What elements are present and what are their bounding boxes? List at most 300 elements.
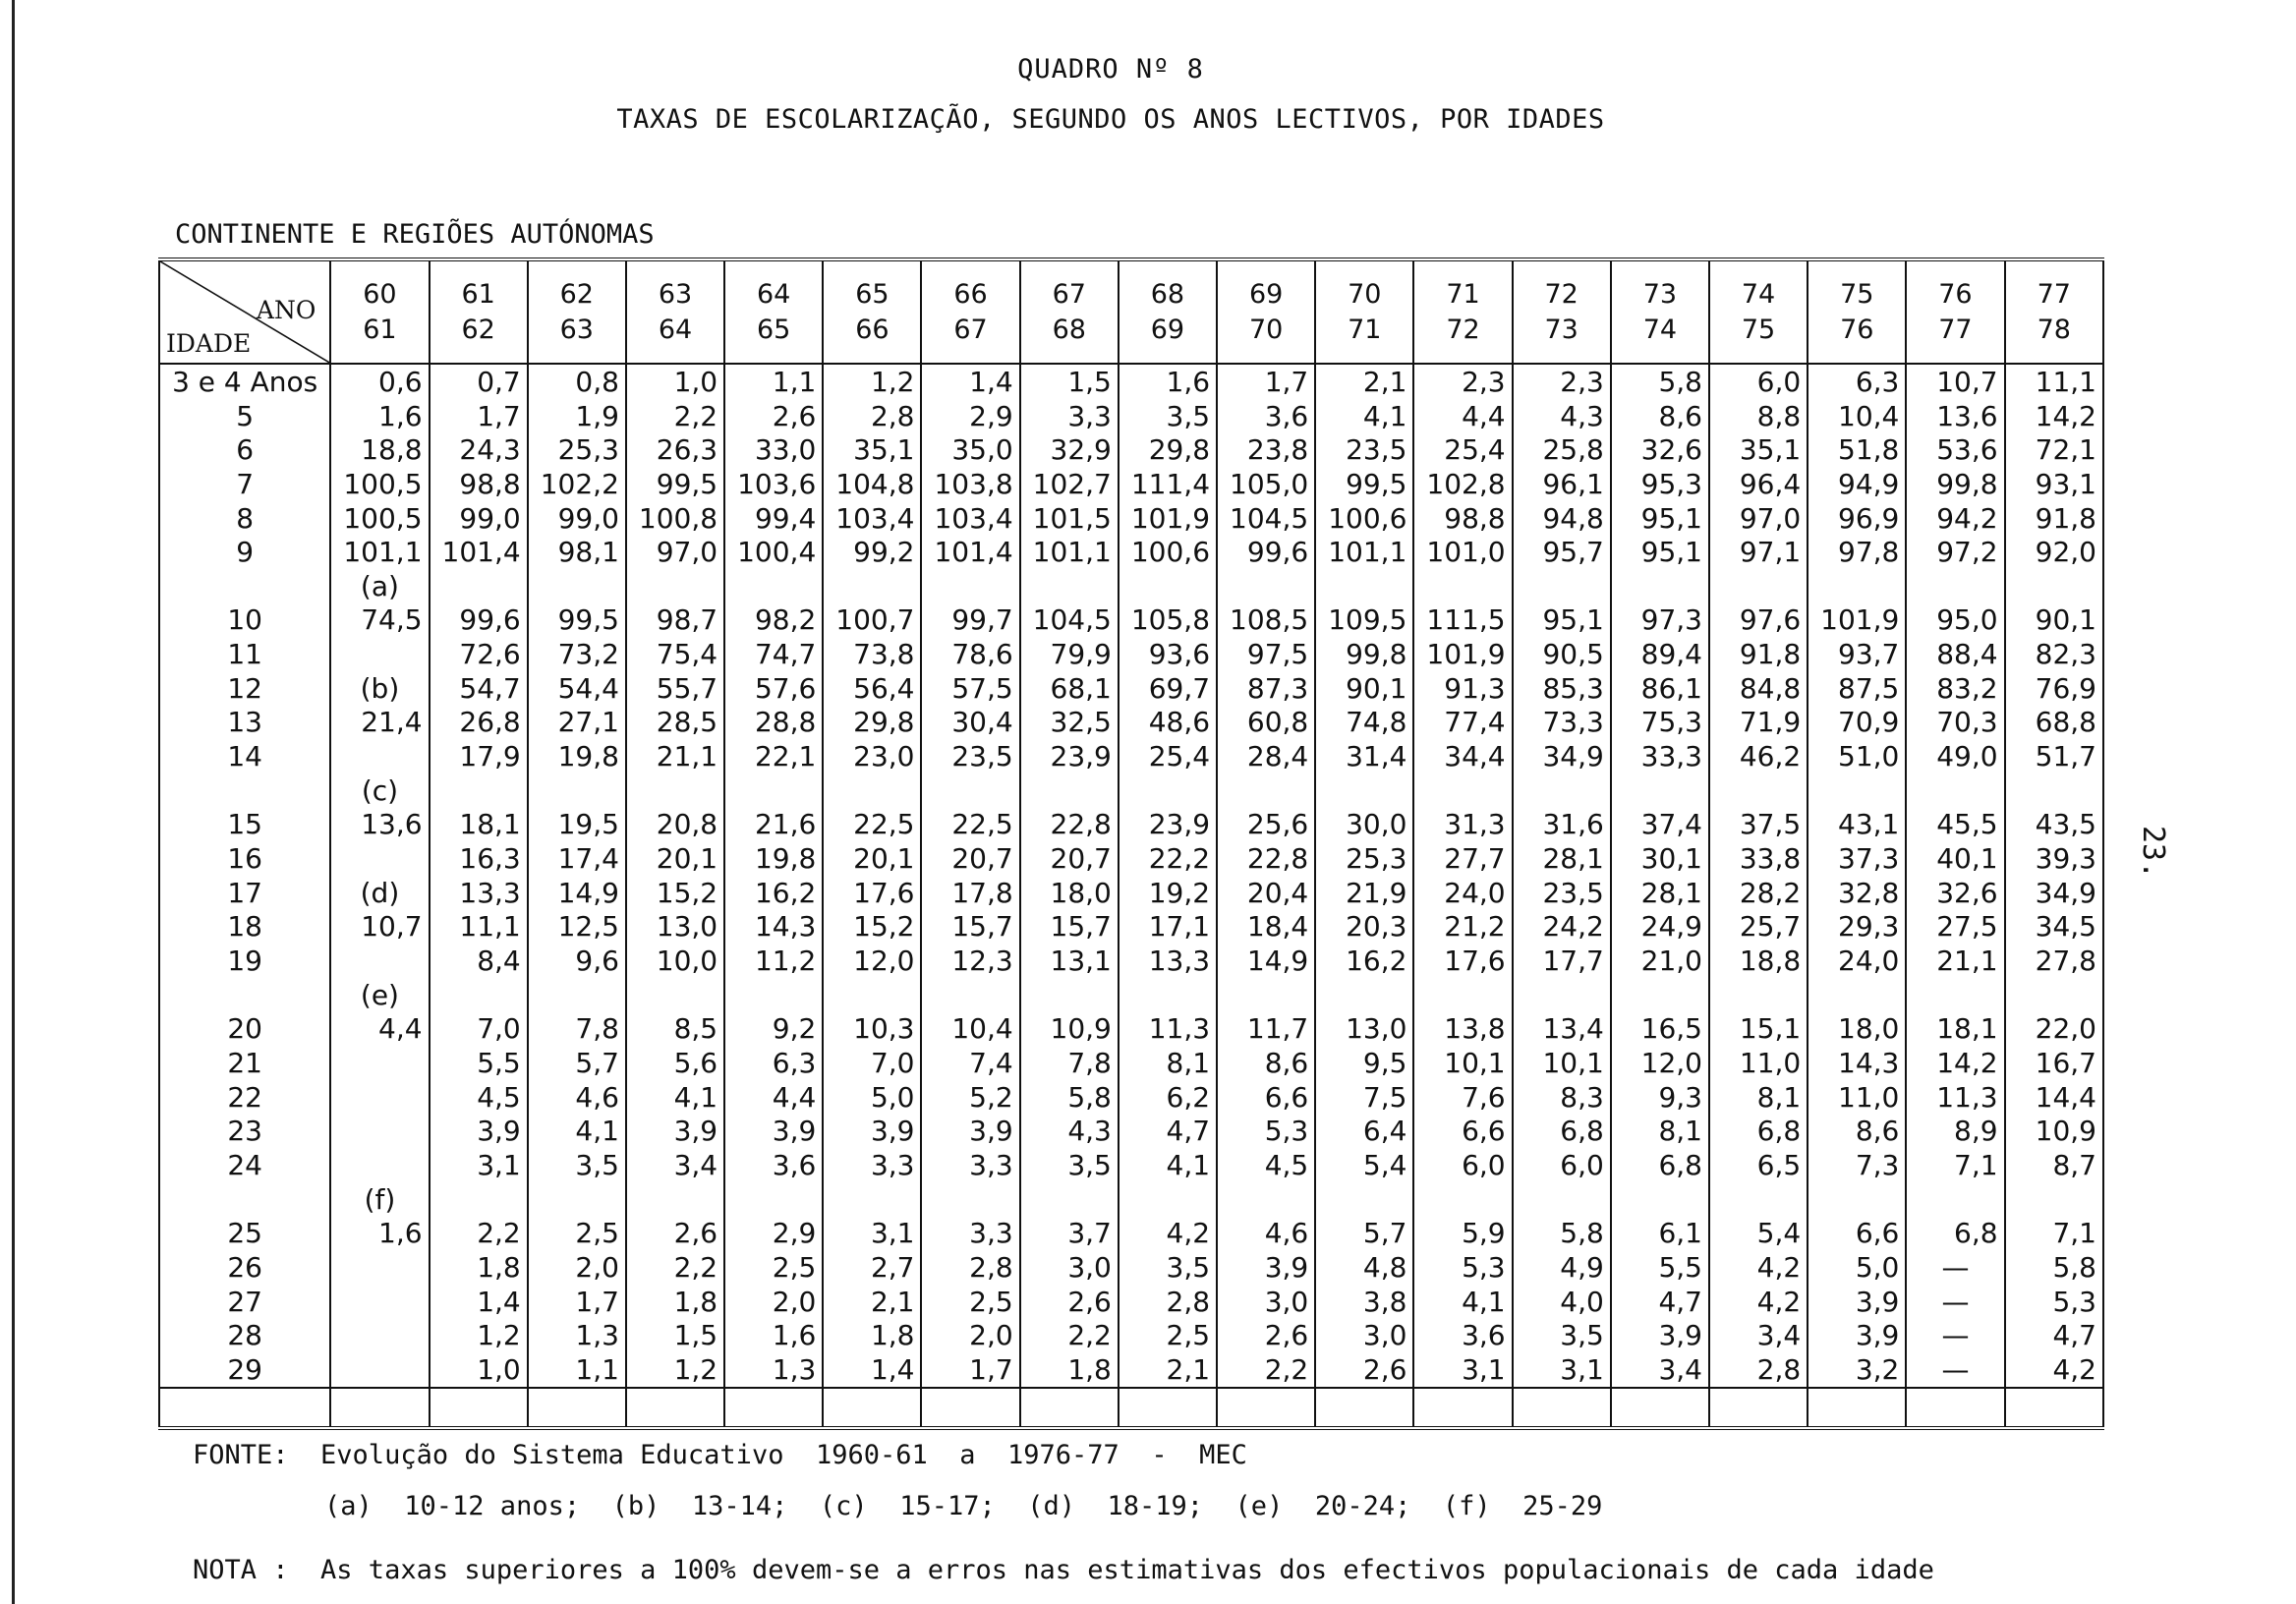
value-cell: 20,1 (626, 841, 724, 876)
year-start: 76 (1938, 278, 1973, 310)
value-cell: 34,4 (1413, 739, 1512, 773)
empty-cell (430, 1388, 528, 1428)
value-cell: 90,5 (1513, 637, 1611, 671)
value-cell: 92,0 (2005, 535, 2103, 569)
value-cell: 23,9 (1119, 808, 1217, 842)
value-cell: 2,8 (823, 399, 921, 433)
value-cell: 12,5 (528, 910, 626, 945)
value-cell: 23,5 (1513, 876, 1611, 910)
value-cell: 34,5 (2005, 910, 2103, 945)
value-cell: 13,1 (1020, 944, 1119, 978)
value-cell (626, 1182, 724, 1217)
value-cell: 60,8 (1217, 706, 1315, 740)
value-cell (330, 1285, 429, 1319)
year-start: 62 (559, 278, 594, 310)
value-cell (1217, 1182, 1315, 1217)
value-cell: 5,3 (1413, 1250, 1512, 1285)
value-cell: 31,3 (1413, 808, 1512, 842)
value-cell: 3,6 (724, 1148, 823, 1182)
value-cell: 3,5 (1119, 1250, 1217, 1285)
value-cell: 3,5 (1513, 1318, 1611, 1352)
value-cell: 2,7 (823, 1250, 921, 1285)
age-cell: 11 (159, 637, 330, 671)
value-cell: 20,1 (823, 841, 921, 876)
value-cell: 3,0 (1020, 1250, 1119, 1285)
value-cell: 98,1 (528, 535, 626, 569)
year-header-cell (724, 259, 823, 364)
value-cell: 83,2 (1906, 671, 2004, 706)
value-cell: 18,1 (1906, 1012, 2004, 1047)
value-cell: 105,8 (1119, 603, 1217, 638)
value-cell (1413, 569, 1512, 603)
value-cell: 6,0 (1413, 1148, 1512, 1182)
value-cell: 6,5 (1709, 1148, 1808, 1182)
value-cell (1315, 1182, 1413, 1217)
value-cell: 8,1 (1611, 1114, 1709, 1148)
value-cell: 25,4 (1119, 739, 1217, 773)
value-cell: 0,6 (330, 364, 429, 399)
table-row (159, 671, 2103, 706)
value-cell: 5,8 (1020, 1080, 1119, 1115)
empty-cell (159, 1388, 330, 1428)
value-cell: 9,2 (724, 1012, 823, 1047)
value-cell: 7,8 (1020, 1046, 1119, 1080)
year-end: 78 (2037, 314, 2071, 345)
value-cell: 111,5 (1413, 603, 1512, 638)
value-cell: 4,7 (1119, 1114, 1217, 1148)
value-cell: 7,5 (1315, 1080, 1413, 1115)
corner-label-age: IDADE (166, 329, 252, 358)
value-cell: 4,8 (1315, 1250, 1413, 1285)
value-cell: 3,6 (1217, 399, 1315, 433)
value-cell: 95,3 (1611, 467, 1709, 501)
table-row (159, 399, 2103, 433)
value-cell: 98,8 (430, 467, 528, 501)
value-cell: 54,7 (430, 671, 528, 706)
value-cell: 99,0 (430, 501, 528, 536)
value-cell: 102,8 (1413, 467, 1512, 501)
value-cell: 4,3 (1513, 399, 1611, 433)
value-cell: 10,9 (2005, 1114, 2103, 1148)
value-cell: 11,3 (1119, 1012, 1217, 1047)
value-cell: 13,8 (1413, 1012, 1512, 1047)
table-header-row (159, 259, 2103, 364)
value-cell (1808, 1182, 1906, 1217)
year-start: 77 (2037, 278, 2071, 310)
value-cell: 100,5 (330, 467, 429, 501)
value-cell: 19,5 (528, 808, 626, 842)
age-cell: 28 (159, 1318, 330, 1352)
value-cell: 75,4 (626, 637, 724, 671)
value-cell: 1,8 (626, 1285, 724, 1319)
value-cell: 2,5 (1119, 1318, 1217, 1352)
value-cell: 5,8 (1513, 1216, 1611, 1250)
year-end: 71 (1348, 314, 1382, 345)
value-cell: 34,9 (2005, 876, 2103, 910)
value-cell (1513, 978, 1611, 1012)
value-cell: 99,2 (823, 535, 921, 569)
value-cell: 25,7 (1709, 910, 1808, 945)
value-cell: 3,1 (430, 1148, 528, 1182)
year-header-cell (1020, 259, 1119, 364)
table-title: QUADRO Nº 8 (1017, 54, 1204, 85)
age-cell (159, 773, 330, 808)
value-cell: 10,4 (1808, 399, 1906, 433)
value-cell: 1,6 (1119, 364, 1217, 399)
source-note: FONTE: Evolução do Sistema Educativo 1960-61 a 1976-77 - MEC (193, 1440, 1247, 1470)
value-cell (430, 569, 528, 603)
value-cell: 57,5 (921, 671, 1019, 706)
value-cell: 99,8 (1906, 467, 2004, 501)
value-cell: 103,4 (823, 501, 921, 536)
value-cell (626, 773, 724, 808)
value-cell (724, 773, 823, 808)
value-cell: 48,6 (1119, 706, 1217, 740)
value-cell: 103,4 (921, 501, 1019, 536)
value-cell (921, 569, 1019, 603)
value-cell: 17,1 (1119, 910, 1217, 945)
value-cell: 1,8 (823, 1318, 921, 1352)
value-cell: 5,8 (2005, 1250, 2103, 1285)
table-row (159, 603, 2103, 638)
value-cell: 17,7 (1513, 944, 1611, 978)
value-cell: 3,3 (921, 1148, 1019, 1182)
value-cell: 6,0 (1513, 1148, 1611, 1182)
value-cell (330, 637, 429, 671)
value-cell: 20,7 (1020, 841, 1119, 876)
value-cell: 46,2 (1709, 739, 1808, 773)
value-cell: 19,8 (528, 739, 626, 773)
value-cell (1906, 569, 2004, 603)
value-cell: 23,5 (921, 739, 1019, 773)
value-cell: 14,2 (2005, 399, 2103, 433)
year-end: 67 (953, 314, 988, 345)
year-start: 65 (855, 278, 890, 310)
value-cell: 104,8 (823, 467, 921, 501)
value-cell: 17,8 (921, 876, 1019, 910)
empty-cell (1709, 1388, 1808, 1428)
value-cell: 22,2 (1119, 841, 1217, 876)
value-cell: 99,6 (430, 603, 528, 638)
value-cell: 10,3 (823, 1012, 921, 1047)
value-cell: 7,1 (2005, 1216, 2103, 1250)
value-cell: 19,8 (724, 841, 823, 876)
value-cell (330, 1148, 429, 1182)
value-cell: 72,6 (430, 637, 528, 671)
value-cell: 27,7 (1413, 841, 1512, 876)
age-cell (159, 978, 330, 1012)
value-cell: 28,2 (1709, 876, 1808, 910)
value-cell: 111,4 (1119, 467, 1217, 501)
value-cell: 54,4 (528, 671, 626, 706)
year-start: 60 (363, 278, 397, 310)
value-cell: 35,0 (921, 432, 1019, 467)
value-cell: 101,4 (921, 535, 1019, 569)
age-cell: 29 (159, 1352, 330, 1388)
year-end: 68 (1052, 314, 1086, 345)
value-cell: 28,1 (1611, 876, 1709, 910)
value-cell: 97,2 (1906, 535, 2004, 569)
value-cell: 2,2 (626, 1250, 724, 1285)
value-cell: 1,4 (823, 1352, 921, 1388)
value-cell: 3,9 (724, 1114, 823, 1148)
value-cell: 12,3 (921, 944, 1019, 978)
value-cell: 22,8 (1217, 841, 1315, 876)
value-cell: 9,5 (1315, 1046, 1413, 1080)
age-cell (159, 569, 330, 603)
value-cell (1020, 569, 1119, 603)
value-cell (1119, 773, 1217, 808)
value-cell: 14,4 (2005, 1080, 2103, 1115)
value-cell: 95,0 (1906, 603, 2004, 638)
value-cell: 1,7 (528, 1285, 626, 1319)
value-cell: 3,6 (1413, 1318, 1512, 1352)
value-cell: 2,6 (1020, 1285, 1119, 1319)
value-cell: 31,4 (1315, 739, 1413, 773)
value-cell: 2,5 (921, 1285, 1019, 1319)
year-start: 72 (1544, 278, 1578, 310)
value-cell: 28,4 (1217, 739, 1315, 773)
table-row (159, 876, 2103, 910)
value-cell (724, 1182, 823, 1217)
value-cell: 6,4 (1315, 1114, 1413, 1148)
value-cell (1513, 1182, 1611, 1217)
value-cell: 2,1 (1119, 1352, 1217, 1388)
value-cell: 6,3 (724, 1046, 823, 1080)
value-cell: 51,7 (2005, 739, 2103, 773)
value-cell: 37,5 (1709, 808, 1808, 842)
value-cell: 6,6 (1808, 1216, 1906, 1250)
value-cell: 2,5 (528, 1216, 626, 1250)
value-cell: 79,9 (1020, 637, 1119, 671)
value-cell (626, 569, 724, 603)
value-cell: 24,0 (1413, 876, 1512, 910)
age-cell (159, 1182, 330, 1217)
value-cell: 1,2 (823, 364, 921, 399)
year-header-cell (330, 259, 429, 364)
value-cell: 21,1 (1906, 944, 2004, 978)
value-cell: 3,9 (1808, 1318, 1906, 1352)
footnote-marker-row (159, 978, 2103, 1012)
age-cell: 8 (159, 501, 330, 536)
value-cell: 21,9 (1315, 876, 1413, 910)
value-cell: 99,6 (1217, 535, 1315, 569)
value-cell: 2,8 (1709, 1352, 1808, 1388)
table-row (159, 637, 2103, 671)
value-cell (724, 978, 823, 1012)
value-cell: 22,1 (724, 739, 823, 773)
year-header-cell (1611, 259, 1709, 364)
value-cell (921, 978, 1019, 1012)
value-cell: 11,1 (430, 910, 528, 945)
value-cell: 5,4 (1709, 1216, 1808, 1250)
value-cell: 16,5 (1611, 1012, 1709, 1047)
year-header-cell (1513, 259, 1611, 364)
value-cell: 102,2 (528, 467, 626, 501)
value-cell: 100,7 (823, 603, 921, 638)
value-cell: 6,3 (1808, 364, 1906, 399)
value-cell: 94,8 (1513, 501, 1611, 536)
value-cell: 2,2 (626, 399, 724, 433)
value-cell: 2,2 (1217, 1352, 1315, 1388)
footnote-marker: (b) (330, 671, 429, 706)
value-cell: 74,8 (1315, 706, 1413, 740)
value-cell: 8,6 (1217, 1046, 1315, 1080)
value-cell: 33,8 (1709, 841, 1808, 876)
value-cell: 73,8 (823, 637, 921, 671)
value-cell: 69,7 (1119, 671, 1217, 706)
year-start: 71 (1446, 278, 1480, 310)
value-cell: 10,7 (330, 910, 429, 945)
value-cell: 74,5 (330, 603, 429, 638)
footnote-marker: (c) (330, 773, 429, 808)
value-cell: 2,8 (921, 1250, 1019, 1285)
value-cell: 11,7 (1217, 1012, 1315, 1047)
value-cell: 33,0 (724, 432, 823, 467)
value-cell: 101,0 (1413, 535, 1512, 569)
value-cell: 4,7 (2005, 1318, 2103, 1352)
value-cell: 14,3 (1808, 1046, 1906, 1080)
value-cell: 22,8 (1020, 808, 1119, 842)
empty-cell (1513, 1388, 1611, 1428)
age-cell: 21 (159, 1046, 330, 1080)
age-cell: 20 (159, 1012, 330, 1047)
value-cell (330, 1318, 429, 1352)
empty-cell (528, 1388, 626, 1428)
value-cell (1709, 569, 1808, 603)
empty-cell (2005, 1388, 2103, 1428)
year-header-cell (823, 259, 921, 364)
value-cell: 101,9 (1808, 603, 1906, 638)
value-cell (1217, 978, 1315, 1012)
page-edge-line (12, 0, 15, 1604)
value-cell: 3,9 (1611, 1318, 1709, 1352)
value-cell: 6,6 (1413, 1114, 1512, 1148)
value-cell: 3,4 (1611, 1352, 1709, 1388)
nota-remark: NOTA : As taxas superiores a 100% devem-se a erros nas estimativas dos efectivos populacionais de cada idade (193, 1555, 1934, 1585)
value-cell: 8,7 (2005, 1148, 2103, 1182)
value-cell: 51,8 (1808, 432, 1906, 467)
year-header-cell (1709, 259, 1808, 364)
value-cell: 101,9 (1413, 637, 1512, 671)
age-cell: 25 (159, 1216, 330, 1250)
value-cell: 21,4 (330, 706, 429, 740)
value-cell: 4,1 (1315, 399, 1413, 433)
empty-cell (823, 1388, 921, 1428)
value-cell: 43,1 (1808, 808, 1906, 842)
value-cell: 7,1 (1906, 1148, 2004, 1182)
age-cell: 27 (159, 1285, 330, 1319)
value-cell: 26,8 (430, 706, 528, 740)
value-cell: 4,1 (1119, 1148, 1217, 1182)
value-cell: 3,5 (528, 1148, 626, 1182)
value-cell: 22,5 (921, 808, 1019, 842)
footnote-marker: (f) (330, 1182, 429, 1217)
value-cell (1906, 1182, 2004, 1217)
value-cell: 90,1 (1315, 671, 1413, 706)
year-start: 75 (1840, 278, 1874, 310)
value-cell: 103,8 (921, 467, 1019, 501)
value-cell: 91,8 (2005, 501, 2103, 536)
value-cell: 5,8 (1611, 364, 1709, 399)
value-cell: 11,0 (1808, 1080, 1906, 1115)
table-subtitle: TAXAS DE ESCOLARIZAÇÃO, SEGUNDO OS ANOS LECTIVOS, POR IDADES (616, 104, 1605, 135)
value-cell: 70,9 (1808, 706, 1906, 740)
value-cell: 8,4 (430, 944, 528, 978)
empty-cell (1808, 1388, 1906, 1428)
value-cell: 23,5 (1315, 432, 1413, 467)
value-cell: 23,8 (1217, 432, 1315, 467)
year-start: 70 (1348, 278, 1382, 310)
dash-cell: — (1906, 1318, 2004, 1352)
value-cell: 35,1 (1709, 432, 1808, 467)
value-cell: 68,8 (2005, 706, 2103, 740)
value-cell (2005, 569, 2103, 603)
empty-cell (724, 1388, 823, 1428)
value-cell: 5,0 (823, 1080, 921, 1115)
table-row (159, 1318, 2103, 1352)
value-cell: 93,7 (1808, 637, 1906, 671)
value-cell (823, 1182, 921, 1217)
value-cell: 4,5 (1217, 1148, 1315, 1182)
value-cell: 20,8 (626, 808, 724, 842)
value-cell: 32,9 (1020, 432, 1119, 467)
value-cell: 74,7 (724, 637, 823, 671)
table-row (159, 1046, 2103, 1080)
value-cell: 4,2 (2005, 1352, 2103, 1388)
year-start: 74 (1741, 278, 1776, 310)
value-cell: 5,3 (1217, 1114, 1315, 1148)
year-header-cell (1315, 259, 1413, 364)
value-cell: 40,1 (1906, 841, 2004, 876)
value-cell: 39,3 (2005, 841, 2103, 876)
value-cell: 33,3 (1611, 739, 1709, 773)
value-cell: 2,1 (823, 1285, 921, 1319)
value-cell: 2,9 (724, 1216, 823, 1250)
value-cell: 2,2 (430, 1216, 528, 1250)
value-cell: 37,3 (1808, 841, 1906, 876)
age-cell: 13 (159, 706, 330, 740)
empty-cell (330, 1388, 429, 1428)
value-cell: 18,0 (1020, 876, 1119, 910)
table-row (159, 841, 2103, 876)
value-cell: 32,5 (1020, 706, 1119, 740)
value-cell: 2,2 (1020, 1318, 1119, 1352)
value-cell: 8,9 (1906, 1114, 2004, 1148)
value-cell (1808, 773, 1906, 808)
value-cell: 4,3 (1020, 1114, 1119, 1148)
value-cell: 35,1 (823, 432, 921, 467)
value-cell: 51,0 (1808, 739, 1906, 773)
value-cell (1119, 1182, 1217, 1217)
value-cell: 25,3 (1315, 841, 1413, 876)
value-cell (1611, 569, 1709, 603)
value-cell: 8,6 (1611, 399, 1709, 433)
value-cell: 21,0 (1611, 944, 1709, 978)
value-cell (528, 1182, 626, 1217)
year-header-cell (1119, 259, 1217, 364)
value-cell (330, 1080, 429, 1115)
value-cell (1217, 569, 1315, 603)
value-cell: 2,8 (1119, 1285, 1217, 1319)
value-cell: 4,0 (1513, 1285, 1611, 1319)
value-cell: 95,1 (1513, 603, 1611, 638)
value-cell: 91,3 (1413, 671, 1512, 706)
empty-cell (1906, 1388, 2004, 1428)
value-cell (1709, 978, 1808, 1012)
value-cell: 3,3 (823, 1148, 921, 1182)
empty-cell (1020, 1388, 1119, 1428)
